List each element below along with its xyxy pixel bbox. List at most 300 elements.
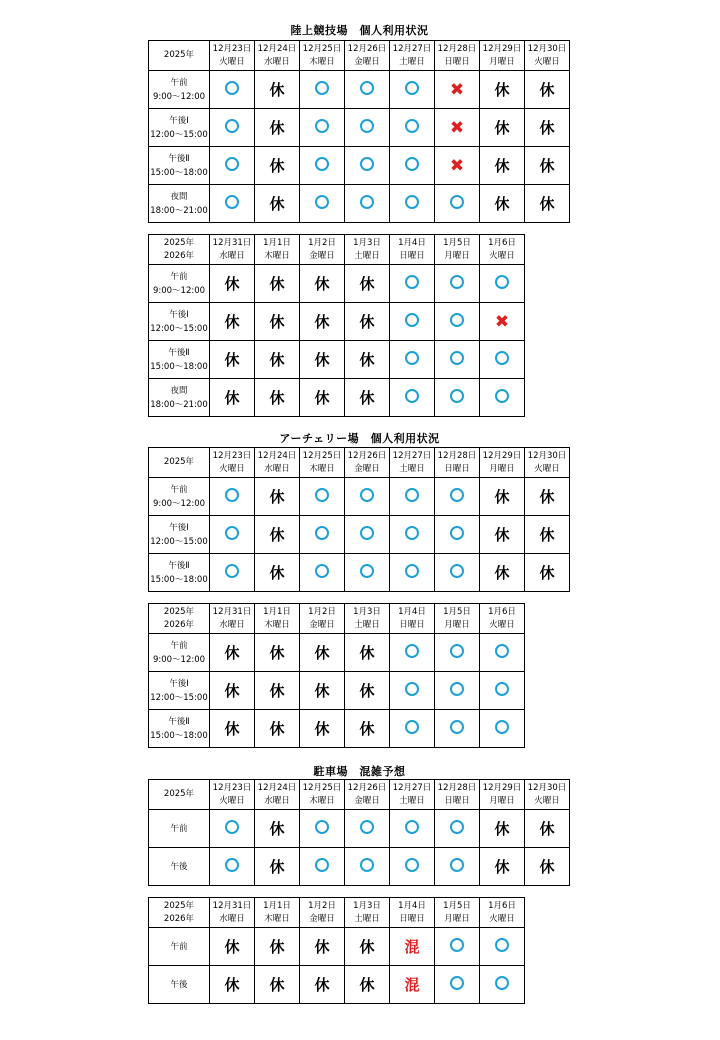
closed-mark: 休 — [539, 119, 555, 137]
weekday-label: 火曜日 — [534, 795, 560, 806]
available-circle-icon — [315, 157, 329, 171]
day-header — [210, 780, 255, 810]
available-circle-icon — [225, 157, 239, 171]
date-label: 1月5日 — [443, 606, 471, 617]
closed-mark: 休 — [359, 351, 375, 369]
weekday-label: 金曜日 — [309, 250, 335, 261]
status-cell — [345, 710, 390, 748]
status-cell — [255, 379, 300, 417]
status-cell — [345, 516, 390, 554]
available-circle-icon — [495, 275, 509, 289]
status-cell — [480, 303, 525, 341]
day-header — [345, 898, 390, 928]
slot-time: 15:00～18:00 — [150, 574, 208, 585]
time-slot-row — [149, 71, 570, 109]
status-cell — [345, 478, 390, 516]
day-header — [435, 235, 480, 265]
closed-mark: 休 — [494, 858, 510, 876]
closed-mark: 休 — [224, 720, 240, 738]
status-cell — [480, 672, 525, 710]
weekday-label: 火曜日 — [219, 795, 245, 806]
day-header — [210, 898, 255, 928]
weekday-label: 月曜日 — [444, 619, 470, 630]
status-cell — [435, 848, 480, 886]
status-cell — [345, 848, 390, 886]
weekday-label: 月曜日 — [489, 56, 515, 67]
parking-lot-table-1 — [148, 779, 570, 886]
status-cell — [435, 634, 480, 672]
date-label: 12月24日 — [257, 782, 297, 793]
time-slot-row — [149, 810, 570, 848]
date-label: 1月1日 — [263, 237, 291, 248]
closed-mark: 休 — [539, 195, 555, 213]
available-circle-icon — [450, 195, 464, 209]
status-cell — [345, 672, 390, 710]
closed-mark: 休 — [539, 858, 555, 876]
available-circle-icon — [360, 195, 374, 209]
day-header — [255, 898, 300, 928]
status-cell — [255, 185, 300, 223]
unavailable-cross-icon: ✖ — [449, 79, 465, 100]
time-slot-label-cell — [149, 810, 210, 848]
closed-mark: 休 — [269, 644, 285, 662]
status-cell — [525, 554, 570, 592]
closed-mark: 休 — [314, 720, 330, 738]
date-label: 1月6日 — [488, 606, 516, 617]
closed-mark: 休 — [224, 976, 240, 994]
available-circle-icon — [360, 488, 374, 502]
day-header — [435, 898, 480, 928]
closed-mark: 休 — [494, 81, 510, 99]
closed-mark: 休 — [269, 389, 285, 407]
available-circle-icon — [360, 157, 374, 171]
header-row — [149, 235, 525, 265]
date-label: 12月28日 — [437, 43, 477, 54]
day-header — [300, 448, 345, 478]
available-circle-icon — [450, 313, 464, 327]
crowded-mark: 混 — [404, 976, 420, 994]
weekday-label: 日曜日 — [444, 463, 470, 474]
status-cell — [435, 379, 480, 417]
available-circle-icon — [225, 820, 239, 834]
closed-mark: 休 — [359, 720, 375, 738]
day-header — [435, 780, 480, 810]
available-circle-icon — [315, 564, 329, 578]
status-cell — [300, 516, 345, 554]
year-label: 2026年 — [163, 250, 195, 261]
status-cell — [525, 109, 570, 147]
date-label: 12月30日 — [527, 450, 567, 461]
weekday-label: 金曜日 — [354, 795, 380, 806]
slot-name: 午後Ⅱ — [168, 347, 190, 358]
status-cell — [210, 147, 255, 185]
status-cell — [525, 478, 570, 516]
date-label: 12月25日 — [302, 450, 342, 461]
weekday-label: 金曜日 — [309, 619, 335, 630]
weekday-label: 月曜日 — [444, 250, 470, 261]
weekday-label: 日曜日 — [399, 619, 425, 630]
date-label: 1月4日 — [398, 237, 426, 248]
closed-mark: 休 — [494, 488, 510, 506]
available-circle-icon — [450, 682, 464, 696]
track-field-table-1 — [148, 40, 570, 223]
day-header — [390, 898, 435, 928]
closed-mark: 休 — [314, 644, 330, 662]
status-cell — [390, 341, 435, 379]
available-circle-icon — [495, 720, 509, 734]
status-cell — [255, 71, 300, 109]
slot-time: 9:00～12:00 — [152, 285, 206, 296]
status-cell — [525, 848, 570, 886]
closed-mark: 休 — [359, 275, 375, 293]
day-header — [480, 235, 525, 265]
day-header — [480, 898, 525, 928]
year-label: 2026年 — [163, 913, 195, 924]
status-cell — [255, 634, 300, 672]
day-header — [390, 41, 435, 71]
year-label: 2025年 — [163, 457, 195, 467]
weekday-label: 日曜日 — [399, 913, 425, 924]
status-cell — [210, 672, 255, 710]
time-slot-row — [149, 379, 525, 417]
day-header — [480, 604, 525, 634]
slot-time: 12:00～15:00 — [150, 536, 208, 547]
status-cell — [345, 303, 390, 341]
closed-mark: 休 — [359, 938, 375, 956]
available-circle-icon — [450, 976, 464, 990]
status-cell — [345, 554, 390, 592]
year-cell — [149, 235, 210, 265]
available-circle-icon — [495, 938, 509, 952]
day-header — [255, 41, 300, 71]
available-circle-icon — [450, 275, 464, 289]
status-cell — [435, 71, 480, 109]
closed-mark: 休 — [269, 820, 285, 838]
slot-name: 午後Ⅱ — [168, 716, 190, 727]
date-label: 1月2日 — [308, 900, 336, 911]
status-cell — [435, 303, 480, 341]
parking-lot-title: 駐車場 混雑予想 — [313, 765, 406, 778]
unavailable-cross-icon: ✖ — [449, 117, 465, 138]
year-label: 2025年 — [163, 789, 195, 799]
header-row — [149, 448, 570, 478]
date-label: 12月28日 — [437, 450, 477, 461]
closed-mark: 休 — [314, 313, 330, 331]
available-circle-icon — [405, 858, 419, 872]
weekday-label: 水曜日 — [219, 913, 245, 924]
status-cell — [210, 71, 255, 109]
date-label: 12月24日 — [257, 43, 297, 54]
status-cell — [480, 341, 525, 379]
available-circle-icon — [225, 858, 239, 872]
header-row — [149, 898, 525, 928]
status-cell — [300, 478, 345, 516]
available-circle-icon — [405, 820, 419, 834]
day-header — [255, 235, 300, 265]
status-cell — [210, 478, 255, 516]
status-cell — [435, 185, 480, 223]
time-slot-label-cell — [149, 147, 210, 185]
available-circle-icon — [405, 313, 419, 327]
available-circle-icon — [315, 820, 329, 834]
available-circle-icon — [360, 81, 374, 95]
available-circle-icon — [405, 644, 419, 658]
status-cell — [480, 147, 525, 185]
available-circle-icon — [405, 351, 419, 365]
status-cell — [435, 109, 480, 147]
available-circle-icon — [405, 275, 419, 289]
available-circle-icon — [450, 488, 464, 502]
closed-mark: 休 — [314, 351, 330, 369]
closed-mark: 休 — [269, 488, 285, 506]
available-circle-icon — [495, 644, 509, 658]
status-cell — [255, 810, 300, 848]
closed-mark: 休 — [359, 682, 375, 700]
weekday-label: 木曜日 — [264, 619, 290, 630]
closed-mark: 休 — [494, 564, 510, 582]
time-slot-row — [149, 109, 570, 147]
available-circle-icon — [405, 526, 419, 540]
time-slot-label-cell — [149, 710, 210, 748]
slot-time: 18:00～21:00 — [150, 399, 208, 410]
day-header — [435, 448, 480, 478]
closed-mark: 休 — [224, 275, 240, 293]
day-header — [390, 604, 435, 634]
status-cell — [345, 185, 390, 223]
available-circle-icon — [450, 820, 464, 834]
status-cell — [435, 672, 480, 710]
day-header — [390, 235, 435, 265]
time-slot-label-cell — [149, 265, 210, 303]
status-cell — [210, 710, 255, 748]
closed-mark: 休 — [269, 157, 285, 175]
status-cell — [390, 303, 435, 341]
time-slot-row — [149, 634, 525, 672]
weekday-label: 月曜日 — [444, 913, 470, 924]
available-circle-icon — [450, 720, 464, 734]
date-label: 12月23日 — [212, 43, 252, 54]
status-cell — [390, 265, 435, 303]
status-cell — [435, 966, 480, 1004]
slot-name: 午後 — [170, 979, 188, 990]
status-cell — [525, 185, 570, 223]
status-cell — [390, 634, 435, 672]
closed-mark: 休 — [224, 389, 240, 407]
status-cell — [255, 147, 300, 185]
date-label: 1月3日 — [353, 606, 381, 617]
status-cell — [255, 516, 300, 554]
status-cell — [435, 810, 480, 848]
closed-mark: 休 — [269, 564, 285, 582]
closed-mark: 休 — [494, 119, 510, 137]
day-header — [525, 780, 570, 810]
status-cell — [345, 634, 390, 672]
status-cell — [210, 848, 255, 886]
status-cell — [300, 265, 345, 303]
time-slot-row — [149, 554, 570, 592]
time-slot-label-cell — [149, 672, 210, 710]
weekday-label: 水曜日 — [219, 250, 245, 261]
time-slot-label-cell — [149, 516, 210, 554]
available-circle-icon — [315, 526, 329, 540]
weekday-label: 水曜日 — [264, 795, 290, 806]
available-circle-icon — [360, 526, 374, 540]
closed-mark: 休 — [269, 976, 285, 994]
closed-mark: 休 — [494, 526, 510, 544]
available-circle-icon — [450, 564, 464, 578]
day-header — [345, 235, 390, 265]
date-label: 1月2日 — [308, 237, 336, 248]
available-circle-icon — [360, 119, 374, 133]
closed-mark: 休 — [269, 313, 285, 331]
time-slot-label-cell — [149, 848, 210, 886]
day-header — [480, 448, 525, 478]
available-circle-icon — [450, 938, 464, 952]
status-cell — [345, 379, 390, 417]
status-cell — [300, 634, 345, 672]
date-label: 12月31日 — [212, 606, 252, 617]
date-label: 12月27日 — [392, 450, 432, 461]
time-slot-label-cell — [149, 634, 210, 672]
slot-name: 夜間 — [170, 191, 188, 202]
status-cell — [480, 966, 525, 1004]
status-cell — [210, 185, 255, 223]
year-cell — [149, 604, 210, 634]
available-circle-icon — [405, 564, 419, 578]
time-slot-label-cell — [149, 478, 210, 516]
slot-time: 15:00～18:00 — [150, 361, 208, 372]
date-label: 1月4日 — [398, 606, 426, 617]
status-cell — [435, 710, 480, 748]
slot-name: 午前 — [170, 640, 188, 651]
available-circle-icon — [360, 564, 374, 578]
date-label: 1月4日 — [398, 900, 426, 911]
closed-mark: 休 — [269, 119, 285, 137]
closed-mark: 休 — [494, 195, 510, 213]
status-cell — [300, 810, 345, 848]
status-cell — [210, 928, 255, 966]
day-header — [300, 41, 345, 71]
weekday-label: 金曜日 — [354, 56, 380, 67]
closed-mark: 休 — [269, 526, 285, 544]
weekday-label: 日曜日 — [444, 795, 470, 806]
weekday-label: 土曜日 — [399, 463, 425, 474]
closed-mark: 休 — [269, 275, 285, 293]
date-label: 1月6日 — [488, 237, 516, 248]
status-cell — [390, 928, 435, 966]
status-cell — [255, 710, 300, 748]
date-label: 12月25日 — [302, 43, 342, 54]
status-cell — [255, 928, 300, 966]
status-cell — [390, 966, 435, 1004]
status-cell — [390, 810, 435, 848]
time-slot-row — [149, 303, 525, 341]
date-label: 12月25日 — [302, 782, 342, 793]
day-header — [210, 235, 255, 265]
available-circle-icon — [315, 119, 329, 133]
day-header — [255, 448, 300, 478]
status-cell — [255, 109, 300, 147]
available-circle-icon — [225, 564, 239, 578]
closed-mark: 休 — [269, 195, 285, 213]
date-label: 12月31日 — [212, 900, 252, 911]
day-header — [435, 604, 480, 634]
slot-name: 午後Ⅰ — [169, 115, 189, 126]
weekday-label: 土曜日 — [354, 913, 380, 924]
closed-mark: 休 — [539, 488, 555, 506]
date-label: 12月29日 — [482, 43, 522, 54]
day-header — [525, 448, 570, 478]
status-cell — [300, 379, 345, 417]
time-slot-label-cell — [149, 379, 210, 417]
closed-mark: 休 — [314, 938, 330, 956]
status-cell — [255, 848, 300, 886]
date-label: 1月1日 — [263, 606, 291, 617]
status-cell — [480, 634, 525, 672]
closed-mark: 休 — [359, 313, 375, 331]
time-slot-row — [149, 516, 570, 554]
slot-name: 午後Ⅰ — [169, 522, 189, 533]
date-label: 1月2日 — [308, 606, 336, 617]
status-cell — [480, 379, 525, 417]
slot-name: 午後Ⅰ — [169, 678, 189, 689]
time-slot-row — [149, 147, 570, 185]
weekday-label: 木曜日 — [309, 56, 335, 67]
date-label: 12月27日 — [392, 43, 432, 54]
status-cell — [255, 672, 300, 710]
slot-name: 午前 — [170, 484, 188, 495]
status-cell — [255, 966, 300, 1004]
available-circle-icon — [315, 195, 329, 209]
slot-name: 午前 — [170, 271, 188, 282]
time-slot-row — [149, 185, 570, 223]
status-cell — [390, 109, 435, 147]
available-circle-icon — [315, 81, 329, 95]
weekday-label: 木曜日 — [309, 795, 335, 806]
slot-name: 午後Ⅰ — [169, 309, 189, 320]
weekday-label: 金曜日 — [309, 913, 335, 924]
available-circle-icon — [225, 81, 239, 95]
year-cell — [149, 898, 210, 928]
date-label: 1月3日 — [353, 900, 381, 911]
closed-mark: 休 — [539, 526, 555, 544]
day-header — [255, 780, 300, 810]
day-header — [345, 604, 390, 634]
day-header — [210, 448, 255, 478]
year-label: 2025年 — [163, 237, 195, 248]
status-cell — [390, 185, 435, 223]
status-cell — [390, 71, 435, 109]
time-slot-row — [149, 265, 525, 303]
year-label: 2025年 — [163, 50, 195, 60]
slot-time: 9:00～12:00 — [152, 91, 206, 102]
status-cell — [300, 554, 345, 592]
time-slot-label-cell — [149, 928, 210, 966]
weekday-label: 火曜日 — [489, 913, 515, 924]
archery-range-table-2 — [148, 603, 525, 748]
closed-mark: 休 — [539, 564, 555, 582]
unavailable-cross-icon: ✖ — [449, 155, 465, 176]
available-circle-icon — [495, 351, 509, 365]
available-circle-icon — [450, 526, 464, 540]
available-circle-icon — [315, 858, 329, 872]
status-cell — [390, 710, 435, 748]
status-cell — [210, 341, 255, 379]
weekday-label: 金曜日 — [354, 463, 380, 474]
weekday-label: 火曜日 — [219, 56, 245, 67]
weekday-label: 火曜日 — [489, 619, 515, 630]
date-label: 1月6日 — [488, 900, 516, 911]
